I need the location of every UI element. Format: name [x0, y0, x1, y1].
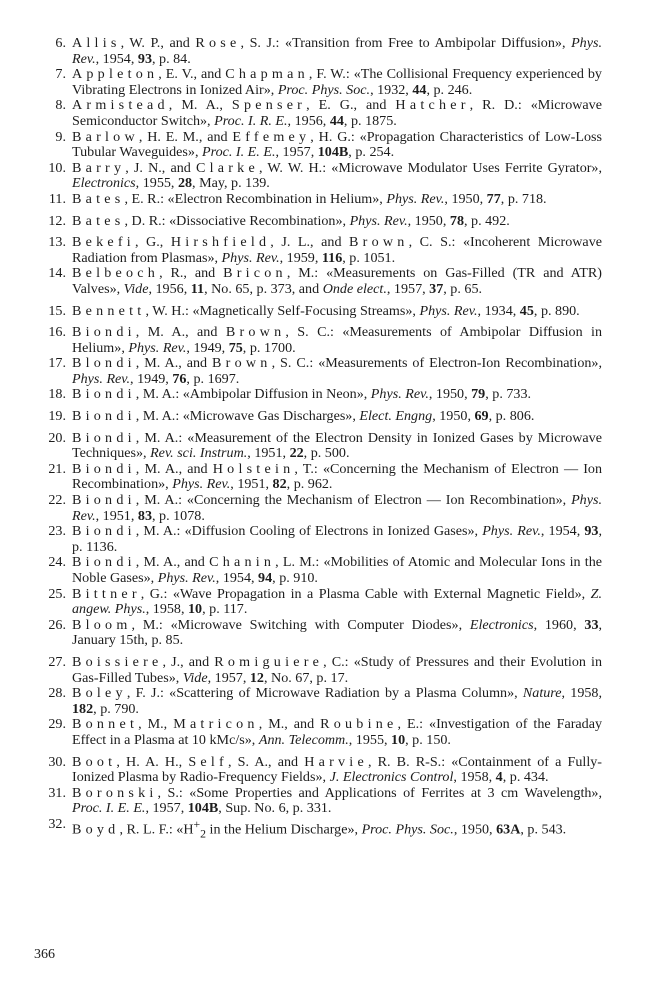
reference-text: , L. M.: «Mobilities of Atomic and Molecular Ions in the Noble Gases», — [72, 554, 603, 586]
reference-text: , G.: «Wave Propagation in a Plasma Cable with External Magnetic Field», — [140, 585, 591, 602]
reference-text: , 1956, — [148, 280, 191, 297]
reference-number: 28. — [48, 685, 66, 702]
reference-text: , E. G., and — [306, 97, 396, 114]
reference-number: 23. — [48, 523, 66, 540]
volume-number: 76 — [172, 370, 187, 387]
reference-text: , p. 246. — [426, 81, 473, 98]
reference-entry — [32, 431, 602, 462]
reference-entry — [32, 98, 602, 129]
reference-text: , W. P., and — [120, 35, 196, 51]
reference-number: 14. — [48, 265, 66, 282]
author-surname: Bricon — [223, 265, 287, 282]
reference-text: , M. A.: «Diffusion Cooling of Electrons in Ionized Gases», — [135, 523, 483, 540]
author-surname: Bloom — [72, 616, 132, 633]
volume-number: 28 — [177, 175, 193, 192]
author-surname: Roubine — [320, 716, 398, 733]
reference-entry — [32, 130, 602, 161]
reference-text: , 1950, — [428, 386, 472, 403]
reference-number: 31. — [48, 784, 66, 801]
formula-index: 2 — [200, 827, 207, 841]
reference-text: , p. 910. — [272, 570, 318, 586]
reference-text: , 1958, — [561, 685, 602, 702]
volume-number: 75 — [228, 339, 243, 356]
reference-text: , p. 434. — [502, 769, 549, 786]
volume-number: 79 — [471, 386, 486, 403]
reference-text: , 1959, — [279, 249, 322, 266]
volume-number: 69 — [474, 408, 489, 425]
reference-entry — [32, 304, 602, 320]
reference-text: , p. 806. — [488, 408, 535, 425]
reference-number: 9. — [55, 128, 66, 145]
reference-text: , p. 1078. — [151, 507, 205, 524]
reference-text: , M.: «Measurements on Gas-Filled (TR and ATR) Valves», — [72, 265, 602, 297]
reference-text: , M. A., — [168, 97, 232, 114]
reference-entry — [32, 235, 602, 266]
reference-text: , M. A.: «Measurement of the Electron Density in Ionized Gases by Microwave Techniques», — [72, 429, 602, 462]
reference-number: 19. — [48, 408, 66, 425]
journal-title: Phys. Rev. — [157, 570, 216, 586]
author-surname: Brown — [212, 355, 272, 372]
reference-entry — [32, 755, 602, 786]
volume-number: 104B — [187, 800, 219, 817]
author-surname: Boyd — [72, 821, 120, 838]
reference-entry — [32, 192, 602, 208]
journal-title: Vide — [182, 669, 208, 686]
reference-text: , M. A.: «Microwave Gas Discharges», — [135, 408, 360, 425]
reference-entry — [32, 817, 602, 842]
author-surname: Belbeoch — [72, 265, 160, 282]
journal-title: Onde elect. — [322, 280, 387, 297]
reference-text: , 1932, — [370, 81, 413, 98]
author-surname: Brown — [349, 234, 409, 251]
author-surname: Bates — [72, 190, 125, 207]
reference-text: , E. V., and — [158, 66, 226, 83]
volume-number: 4 — [495, 769, 503, 786]
volume-number: 82 — [272, 476, 287, 493]
reference-text: , January 15th, p. 85. — [72, 616, 603, 649]
formula-index: + — [193, 817, 201, 831]
reference-number: 30. — [48, 753, 66, 770]
reference-text: , 1960, — [533, 616, 585, 633]
reference-text: , 1950, — [407, 212, 450, 229]
reference-text: , M. A., and — [135, 324, 226, 341]
reference-number: 6. — [55, 35, 66, 51]
reference-entry — [32, 266, 602, 297]
reference-text: , 1956, — [287, 112, 330, 129]
reference-text: , p. 962. — [286, 476, 333, 493]
reference-text: , W. H.: «Magnetically Self-Focusing Streams», — [145, 302, 420, 319]
reference-entry — [32, 325, 602, 356]
author-surname: Effemey — [232, 128, 311, 145]
journal-title: Vide — [123, 280, 149, 297]
reference-number: 26. — [48, 616, 66, 633]
journal-title: Ann. Telecomm. — [258, 731, 349, 748]
journal-title: Phys. Rev. — [370, 386, 429, 403]
journal-title: J. Electronics Control — [329, 769, 454, 786]
reference-text: , T.: «Concerning the Mechanism of Electron — Ion Recombination», — [72, 460, 603, 493]
reference-text: , p. 543. — [520, 821, 567, 838]
volume-number: 11 — [190, 280, 205, 297]
author-surname: Bekefi — [72, 234, 135, 251]
reference-text: , 1957, — [207, 669, 250, 686]
reference-text: , p. 1700. — [242, 339, 296, 356]
reference-text: , p. 1875. — [343, 112, 397, 129]
volume-number: 93 — [584, 523, 599, 540]
reference-text: , p. 790. — [93, 700, 139, 717]
reference-text: , p. 492. — [463, 212, 510, 229]
journal-title: Proc. Phys. Soc. — [361, 821, 454, 838]
reference-text: , 1949, — [186, 339, 229, 356]
reference-text: , p. 1136. — [72, 523, 602, 555]
reference-number: 17. — [48, 355, 66, 372]
page-number: 366 — [34, 947, 55, 962]
reference-number: 13. — [48, 234, 66, 251]
journal-title: Phys. Rev. — [72, 492, 602, 524]
reference-number: 25. — [48, 585, 66, 602]
reference-entry — [32, 161, 602, 192]
journal-title: Phys. Rev. — [172, 476, 231, 493]
journal-title: Electronics — [469, 616, 534, 633]
reference-text: , 1934, — [477, 302, 520, 319]
reference-text: , 1958, — [453, 769, 496, 786]
reference-number: 18. — [48, 386, 66, 403]
reference-number: 11. — [48, 190, 66, 207]
journal-title: Rev. sci. Instrum. — [150, 445, 248, 462]
reference-text: , S. J.: «Transition from Free to Ambipolar Diffusion», — [240, 35, 572, 51]
reference-text: , H. E. M., and — [138, 128, 233, 145]
journal-title: Phys. Rev. — [72, 370, 131, 387]
reference-text: , p. 1051. — [342, 249, 396, 266]
reference-number: 21. — [48, 460, 66, 477]
volume-number: 104B — [317, 144, 349, 161]
journal-title: Elect. Engng — [359, 408, 433, 425]
reference-text: , R. L. F.: «H — [119, 821, 194, 838]
reference-text: , Sup. No. 6, p. 331. — [218, 800, 332, 817]
volume-number: 77 — [486, 190, 501, 207]
reference-text: , 1955, — [348, 731, 392, 748]
volume-number: 44 — [329, 112, 344, 129]
reference-text: , M., and — [258, 716, 321, 733]
reference-text: , H. A. H., — [116, 753, 189, 770]
reference-number: 20. — [48, 429, 66, 446]
journal-title: Phys. Rev. — [419, 302, 478, 319]
reference-text: , 1955, — [135, 175, 178, 192]
author-surname: Chanin — [209, 554, 276, 571]
reference-text: , 1951, — [230, 476, 273, 493]
journal-title: Nature — [522, 685, 562, 702]
reference-text: , M. A.: «Concerning the Mechanism of Electron — Ion Recombination», — [135, 492, 572, 509]
author-surname: Hirshfield — [170, 234, 271, 251]
reference-entry — [32, 587, 602, 618]
reference-text: , 1950, — [444, 190, 487, 207]
reference-text: , 1957, — [275, 144, 318, 161]
reference-text: , 1951, — [95, 507, 138, 524]
author-surname: Biondi — [72, 429, 136, 446]
reference-text: , May, p. 139. — [192, 175, 270, 192]
reference-text: , M.: «Microwave Switching with Computer Diodes», — [131, 616, 470, 633]
reference-number: 16. — [48, 324, 66, 341]
reference-number: 22. — [48, 492, 66, 509]
author-surname: Bonnet — [72, 716, 139, 733]
reference-number: 7. — [55, 66, 66, 83]
volume-number: 10 — [188, 601, 203, 618]
author-surname: Appleton — [72, 66, 159, 83]
reference-text: , S. C.: «Measurements of Ambipolar Diffusion in Helium», — [72, 324, 602, 356]
reference-text: , F. W.: «The Collisional Frequency experienced by Vibrating Electrons in Ionized Air», — [72, 66, 602, 98]
reference-text: , E. R.: «Electron Recombination in Helium», — [124, 190, 387, 207]
author-surname: Self — [188, 753, 228, 770]
reference-list — [32, 36, 602, 842]
author-surname: Boronski — [72, 784, 158, 801]
author-surname: Boissiere — [72, 653, 163, 670]
author-surname: Biondi — [72, 460, 136, 477]
volume-number: 116 — [321, 249, 343, 266]
volume-number: 182 — [72, 700, 94, 717]
reference-text: , E.: «Investigation of the Faraday Effect in a Plasma at 10 kMc/s», — [72, 716, 602, 748]
volume-number: 93 — [137, 50, 152, 67]
reference-text: , 1949, — [130, 370, 173, 387]
reference-text: , 1950, — [453, 821, 497, 838]
reference-text: , p. 500. — [303, 445, 350, 462]
reference-text: , C. S.: «Incoherent Microwave Radiation from Plasmas», — [72, 234, 602, 266]
reference-text: , M. A., and — [135, 554, 210, 571]
author-surname: Blondi — [72, 355, 136, 372]
author-surname: Harvie — [304, 753, 368, 770]
volume-number: 83 — [137, 507, 152, 524]
author-surname: Allis — [72, 35, 121, 51]
reference-entry — [32, 786, 602, 817]
reference-text: , p. 733. — [485, 386, 532, 403]
reference-text: , W. W. H.: «Microwave Modulator Uses Ferrite Gyrator», — [258, 159, 603, 176]
volume-number: 63A — [496, 821, 521, 838]
volume-number: 78 — [449, 212, 464, 229]
volume-number: 33 — [584, 616, 599, 633]
reference-text: , S.: «Some Properties and Applications of Ferrites at 3 cm Wavelength», — [157, 784, 602, 801]
reference-text: , p. 84. — [151, 50, 191, 67]
author-surname: Bates — [72, 212, 125, 229]
reference-text: , 1950, — [432, 408, 475, 425]
reference-text: , M. A., and — [135, 355, 213, 372]
author-surname: Spenser — [231, 97, 307, 114]
reference-text: , p. 65. — [443, 280, 483, 297]
author-surname: Clarke — [196, 159, 259, 176]
journal-title: Proc. I. E. E. — [72, 800, 146, 817]
author-surname: Barry — [72, 159, 126, 176]
reference-entry — [32, 555, 602, 586]
author-surname: Bittner — [72, 585, 141, 602]
reference-text: , H. G.: «Propagation Characteristics of Low-Loss Tubular Waveguides», — [72, 128, 602, 161]
reference-entry — [32, 67, 602, 98]
reference-text: , J. L., and — [270, 234, 350, 251]
journal-title: Phys. Rev. — [386, 190, 445, 207]
author-surname: Hatcher — [395, 97, 470, 114]
reference-number: 27. — [48, 653, 66, 670]
volume-number: 12 — [249, 669, 264, 686]
volume-number: 37 — [429, 280, 444, 297]
journal-title: Phys. Rev. — [72, 35, 602, 67]
reference-text: , 1957, — [386, 280, 430, 297]
reference-entry — [32, 387, 602, 403]
author-surname: Boot — [72, 753, 117, 770]
reference-text: , S. C.: «Measurements of Electron-Ion Recombination», — [271, 355, 603, 372]
volume-number: 45 — [519, 302, 534, 319]
reference-text: , 1954, — [540, 523, 585, 540]
reference-text: , J., and — [162, 653, 215, 670]
reference-text: , p. 117. — [202, 601, 248, 618]
reference-text: , p. 890. — [533, 302, 580, 319]
reference-text: , J. N., and — [125, 159, 196, 176]
reference-number: 8. — [55, 97, 66, 114]
reference-entry — [32, 493, 602, 524]
author-surname: Armistead — [72, 97, 169, 114]
journal-title: Phys. Rev. — [482, 523, 541, 540]
reference-entry — [32, 214, 602, 230]
reference-text: , p. 254. — [348, 144, 395, 161]
author-surname: Boley — [72, 685, 127, 702]
volume-number: 22 — [289, 445, 304, 462]
reference-text: , 1957, — [145, 800, 188, 817]
reference-number: 24. — [48, 554, 66, 571]
reference-text: , G., — [134, 234, 171, 251]
journal-title: Electronics — [72, 175, 136, 192]
journal-title: Phys. Rev. — [349, 212, 408, 229]
volume-number: 44 — [412, 81, 427, 98]
reference-text: , p. 718. — [500, 190, 547, 207]
reference-text: , D. R.: «Dissociative Recombination», — [124, 212, 350, 229]
author-surname: Biondi — [72, 554, 136, 571]
reference-text: , M. A.: «Ambipolar Diffusion in Neon», — [135, 386, 371, 403]
journal-title: Phys. Rev. — [128, 339, 187, 356]
reference-entry — [32, 655, 602, 686]
author-surname: Biondi — [72, 523, 136, 540]
journal-title: Proc. Phys. Soc. — [277, 81, 371, 98]
reference-text: , p. 1697. — [186, 370, 240, 387]
reference-text: in the Helium Discharge», — [206, 821, 362, 838]
reference-text: , M., — [138, 716, 174, 733]
reference-text: , 1954, — [95, 50, 138, 67]
author-surname: Biondi — [72, 324, 136, 341]
volume-number: 94 — [258, 570, 273, 586]
reference-text: , 1951, — [247, 445, 290, 462]
author-surname: Bennett — [72, 302, 146, 319]
reference-text: , 1954, — [215, 570, 259, 586]
reference-entry — [32, 618, 602, 649]
journal-title: Z. angew. Phys. — [72, 585, 602, 618]
reference-entry — [32, 717, 602, 748]
reference-number: 29. — [48, 716, 66, 733]
reference-number: 32. — [48, 815, 66, 832]
reference-text: , R. B. R-S.: «Containment of a Fully-Ionized Plasma by Radio-Frequency Fields», — [72, 753, 603, 786]
author-surname: Biondi — [72, 386, 136, 403]
reference-text: , F. J.: «Scattering of Microwave Radiation by a Plasma Column», — [126, 685, 523, 702]
reference-number: 12. — [48, 212, 66, 229]
reference-text: , 1958, — [145, 601, 188, 618]
author-surname: Brown — [225, 324, 286, 341]
reference-text: , R. D.: «Microwave Semiconductor Switch», — [72, 97, 602, 129]
journal-title: Proc. I. E. E. — [202, 144, 276, 161]
reference-entry — [32, 356, 602, 387]
journal-title: Proc. I. R. E. — [214, 112, 288, 129]
reference-text: , No. 65, p. 373, and — [204, 280, 323, 297]
reference-entry — [32, 524, 602, 555]
author-surname: Biondi — [72, 492, 136, 509]
reference-entry — [32, 462, 602, 493]
author-surname: Biondi — [72, 408, 136, 425]
volume-number: 10 — [391, 731, 406, 748]
author-surname: Barlow — [72, 128, 139, 145]
reference-text: , M. A., and — [135, 460, 213, 477]
reference-text: , S. A., and — [227, 753, 305, 770]
reference-text: , p. 150. — [405, 731, 451, 748]
reference-text: , No. 67, p. 17. — [263, 669, 349, 686]
author-surname: Matricon — [173, 716, 259, 733]
author-surname: Chapman — [225, 66, 309, 83]
reference-entry — [32, 409, 602, 425]
reference-entry — [32, 686, 602, 717]
journal-title: Phys. Rev. — [221, 249, 280, 266]
author-surname: Holstein — [212, 460, 295, 477]
reference-number: 10. — [48, 159, 66, 176]
reference-number: 15. — [48, 302, 66, 319]
author-surname: Romiguiere — [214, 653, 324, 670]
author-surname: Rose — [195, 35, 241, 51]
reference-text: , C.: «Study of Pressures and their Evolution in Gas-Filled Tubes», — [72, 653, 602, 686]
reference-text: , R., and — [159, 265, 224, 282]
reference-entry — [32, 36, 602, 67]
